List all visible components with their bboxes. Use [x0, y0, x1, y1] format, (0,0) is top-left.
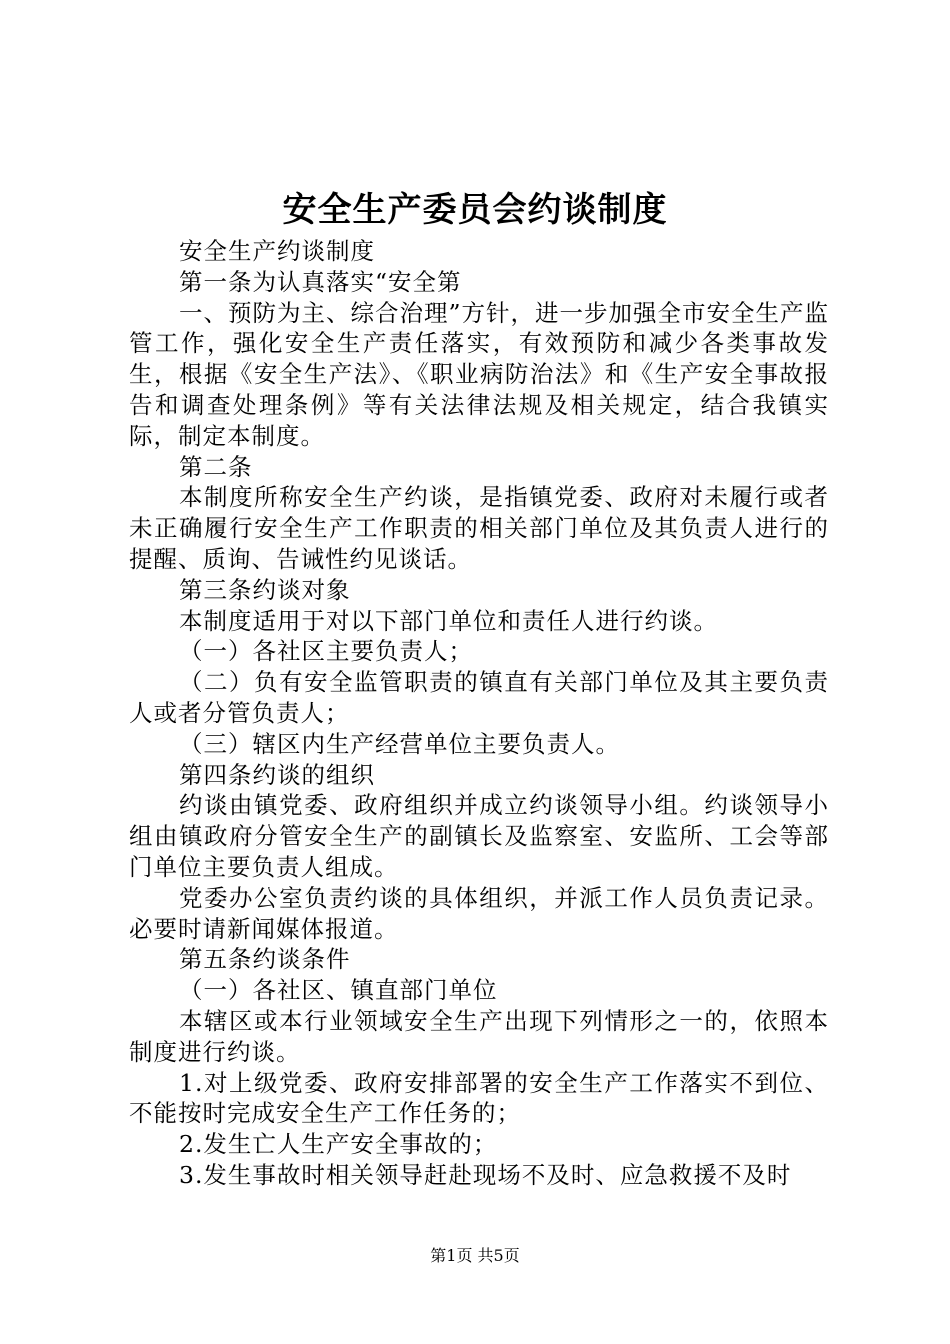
- paragraph: 本制度所称安全生产约谈，是指镇党委、政府对未履行或者未正确履行安全生产工作职责的相关部门单位及其负责人进行的提醒、质询、告诫性约见谈话。: [129, 483, 829, 573]
- paragraph: 2.发生亡人生产安全事故的；: [179, 1130, 498, 1159]
- page-footer: 第1页 共5页: [430, 1246, 520, 1265]
- document-body: [129, 236, 829, 1191]
- paragraph: （一）各社区、镇直部门单位: [179, 976, 498, 1005]
- document-title: 安全生产委员会约谈制度: [282, 190, 668, 230]
- paragraph: 一、预防为主、综合治理”方针，进一步加强全市安全生产监管工作，强化安全生产责任落实，有效预防和减少各类事故发生，根据《安全生产法》、《职业病防治法》和《生产安全事故报告和调查处理条例》等有关法律法规及相关规定，结合我镇实际，制定本制度。: [129, 298, 830, 450]
- paragraph: 党委办公室负责约谈的具体组织，并派工作人员负责记录。必要时请新闻媒体报道。: [129, 883, 829, 943]
- paragraph: （三）辖区内生产经营单位主要负责人。: [179, 729, 620, 758]
- paragraph: 第一条为认真落实“安全第: [179, 267, 462, 296]
- paragraph: 3.发生事故时相关领导赶赴现场不及时、应急救援不及时: [179, 1160, 792, 1189]
- paragraph: 安全生产约谈制度: [179, 237, 375, 265]
- paragraph: 1.对上级党委、政府安排部署的安全生产工作落实不到位、不能按时完成安全生产工作任务的；: [129, 1068, 829, 1128]
- paragraph: （一）各社区主要负责人；: [179, 637, 473, 666]
- paragraph: 本辖区或本行业领域安全生产出现下列情形之一的，依照本制度进行约谈。: [129, 1006, 829, 1066]
- paragraph: 本制度适用于对以下部门单位和责任人进行约谈。: [179, 606, 718, 635]
- paragraph: （二）负有安全监管职责的镇直有关部门单位及其主要负责人或者分管负责人；: [129, 668, 829, 727]
- paragraph: 第四条约谈的组织: [179, 760, 375, 789]
- paragraph: 第三条约谈对象: [179, 575, 351, 604]
- paragraph: 约谈由镇党委、政府组织并成立约谈领导小组。约谈领导小组由镇政府分管安全生产的副镇长及监察室、安监所、工会等部门单位主要负责人组成。: [129, 791, 829, 881]
- paragraph: 第二条: [179, 452, 253, 481]
- paragraph: 第五条约谈条件: [179, 945, 351, 974]
